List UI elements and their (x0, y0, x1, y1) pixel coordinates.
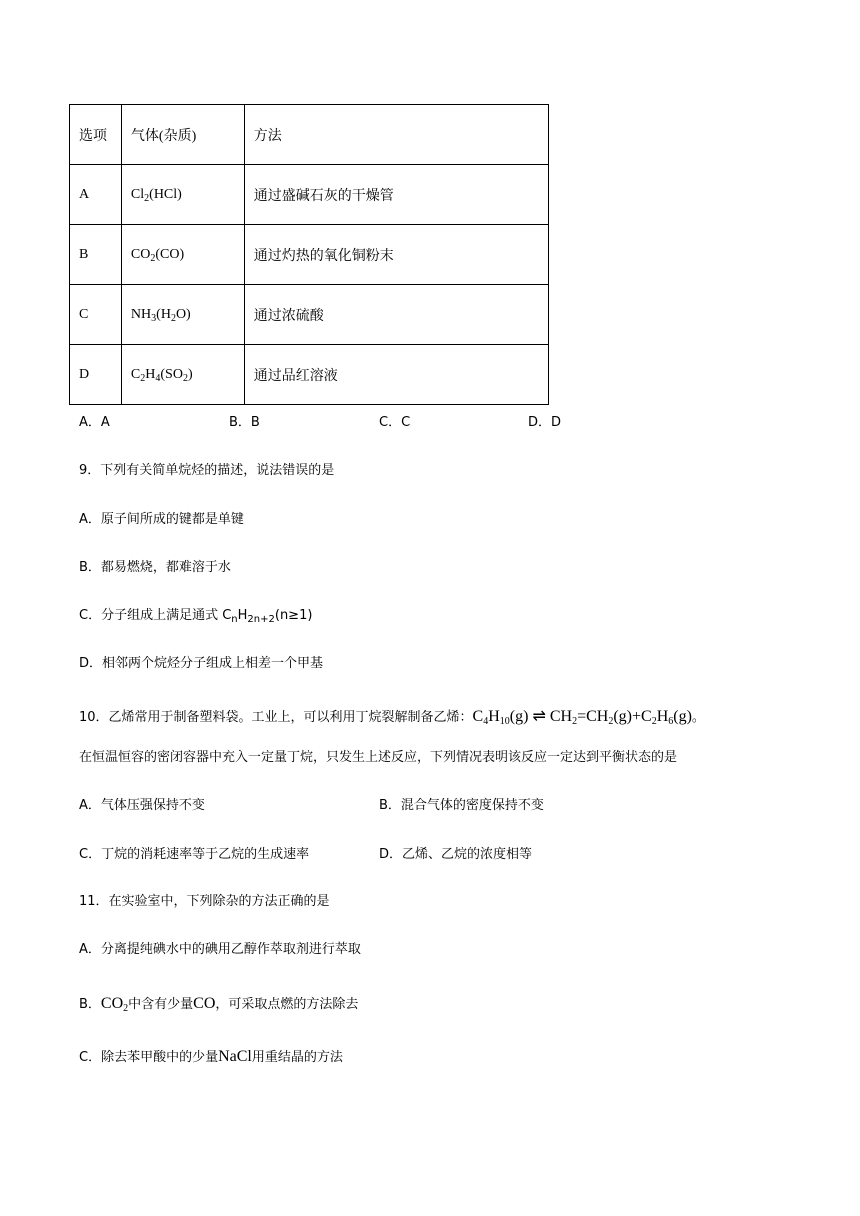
row-gas: $CO_2(CO)$ (121, 225, 244, 285)
q9-stem: 9．下列有关简单烷烃的描述，说法错误的是 (79, 463, 335, 478)
q8-choice-b: B．B (229, 415, 260, 430)
q9-option-d: D．相邻两个烷烃分子组成上相差一个甲基 (79, 656, 324, 671)
row-method: 通过品红溶液 (244, 345, 548, 405)
table-row (70, 225, 549, 285)
q10-option-a: A．气体压强保持不变 (79, 798, 205, 813)
row-option: B (70, 225, 122, 285)
table-row (70, 165, 549, 225)
q10-option-c: C．丁烷的消耗速率等于乙烷的生成速率 (79, 847, 310, 862)
q10-stem: 10．乙烯常用于制备塑料袋。工业上，可以利用丁烷裂解制备乙烯：$C_4H_{10}(g)$ ⇌ $CH_2=CH_2(g)+C_2H_6(g)$。 (79, 708, 705, 727)
header-gas: 气体(杂质) (121, 105, 244, 165)
row-option: D (70, 345, 122, 405)
q11-stem: 11．在实验室中，下列除杂的方法正确的是 (79, 894, 330, 909)
equilibrium-arrow-icon: ⇌ (532, 708, 546, 725)
row-gas: $Cl_2(HCl)$ (121, 165, 244, 225)
q8-choice-d: D．D (528, 415, 562, 430)
row-method: 通过灼热的氧化铜粉末 (244, 225, 548, 285)
reaction-equation: $C_4H_{10}(g)$ ⇌ $CH_2=CH_2(g)+C_2H_6(g)$ (472, 708, 692, 727)
table-row (70, 285, 549, 345)
row-method: 通过盛碱石灰的干燥管 (244, 165, 548, 225)
q11-option-b: B．$CO_2$中含有少量CO，可采取点燃的方法除去 (79, 995, 359, 1014)
table-row (70, 345, 549, 405)
q9-option-b: B．都易燃烧，都难溶于水 (79, 560, 231, 575)
q9-option-a: A．原子间所成的键都是单键 (79, 512, 244, 527)
q10-stem-line2: 在恒温恒容的密闭容器中充入一定量丁烷，只发生上述反应，下列情况表明该反应一定达到平衡状态的是 (79, 750, 678, 765)
options-table (69, 104, 549, 405)
row-gas: $NH_3(H_2O)$ (121, 285, 244, 345)
q8-choice-a: A．A (79, 415, 110, 430)
row-method: 通过浓硫酸 (244, 285, 548, 345)
q9-option-c: C．分子组成上满足通式 $C_nH_{2n+2}(n\ge 1)$ (79, 608, 313, 625)
header-method: 方法 (244, 105, 548, 165)
row-option: C (70, 285, 122, 345)
row-gas: $C_2H_4(SO_2)$ (121, 345, 244, 405)
q8-choice-c: C．C (379, 415, 411, 430)
header-option: 选项 (70, 105, 122, 165)
row-option: A (70, 165, 122, 225)
q10-option-b: B．混合气体的密度保持不变 (379, 798, 544, 813)
q10-option-d: D．乙烯、乙烷的浓度相等 (379, 847, 533, 862)
table-header-row (70, 105, 549, 165)
q11-option-c: C．除去苯甲酸中的少量NaCl用重结晶的方法 (79, 1048, 343, 1065)
q11-option-a: A．分离提纯碘水中的碘用乙醇作萃取剂进行萃取 (79, 942, 361, 957)
